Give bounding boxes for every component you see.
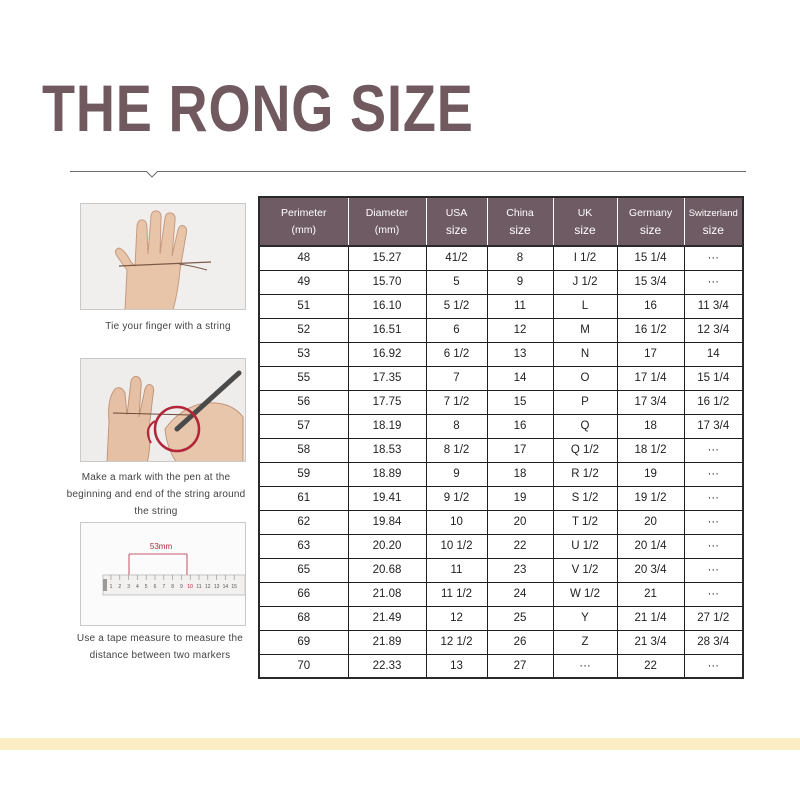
cell-diameter: 21.08 xyxy=(348,582,426,606)
cell-usa: 6 1/2 xyxy=(426,342,487,366)
cell-germany: 21 1/4 xyxy=(617,606,684,630)
cell-uk: P xyxy=(553,390,617,414)
cell-germany: 18 1/2 xyxy=(617,438,684,462)
cell-usa: 6 xyxy=(426,318,487,342)
measure-label: 53mm xyxy=(149,542,173,551)
cell-usa: 5 1/2 xyxy=(426,294,487,318)
cell-perimeter: 56 xyxy=(259,390,348,414)
column-header-uk: UK size xyxy=(553,197,617,246)
cell-china: 27 xyxy=(487,654,553,678)
cell-switzerland: ··· xyxy=(684,510,743,534)
cell-switzerland: 12 3/4 xyxy=(684,318,743,342)
cell-switzerland: 27 1/2 xyxy=(684,606,743,630)
step-image-mark-pen xyxy=(80,358,246,462)
cell-uk: M xyxy=(553,318,617,342)
ruler-tick-label: 8 xyxy=(171,584,174,590)
table-row xyxy=(259,366,743,390)
step-caption-line: Use a tape measure to measure the xyxy=(76,633,244,644)
ruler-tick-label: 2 xyxy=(118,584,122,590)
cell-switzerland: 15 1/4 xyxy=(684,366,743,390)
table-row xyxy=(259,486,743,510)
step-caption-line: distance between two markers xyxy=(89,650,231,661)
cell-diameter: 15.70 xyxy=(348,270,426,294)
cell-china: 22 xyxy=(487,534,553,558)
table-row xyxy=(259,438,743,462)
cell-perimeter: 70 xyxy=(259,654,348,678)
table-row xyxy=(259,606,743,630)
cell-uk: J 1/2 xyxy=(553,270,617,294)
cell-germany: 17 1/4 xyxy=(617,366,684,390)
step-image-tie-string xyxy=(80,203,246,310)
cell-germany: 19 1/2 xyxy=(617,486,684,510)
cell-switzerland: ··· xyxy=(684,270,743,294)
cell-uk: N xyxy=(553,342,617,366)
cell-uk: R 1/2 xyxy=(553,462,617,486)
cell-uk: L xyxy=(553,294,617,318)
cell-switzerland: ··· xyxy=(684,582,743,606)
cell-usa: 11 1/2 xyxy=(426,582,487,606)
ruler-tick-label: 12 xyxy=(205,584,211,590)
ruler-tick-label: 15 xyxy=(231,584,237,590)
cell-china: 17 xyxy=(487,438,553,462)
cell-china: 8 xyxy=(487,246,553,270)
cell-perimeter: 68 xyxy=(259,606,348,630)
cell-perimeter: 53 xyxy=(259,342,348,366)
cell-perimeter: 48 xyxy=(259,246,348,270)
cell-china: 25 xyxy=(487,606,553,630)
cell-germany: 19 xyxy=(617,462,684,486)
table-row xyxy=(259,390,743,414)
table-row xyxy=(259,558,743,582)
cell-china: 19 xyxy=(487,486,553,510)
step-caption-ruler xyxy=(64,630,256,664)
table-row xyxy=(259,462,743,486)
cell-uk: O xyxy=(553,366,617,390)
cell-perimeter: 58 xyxy=(259,438,348,462)
cell-germany: 16 xyxy=(617,294,684,318)
cell-perimeter: 59 xyxy=(259,462,348,486)
cell-germany: 22 xyxy=(617,654,684,678)
table-header-row xyxy=(259,197,743,246)
cell-usa: 8 xyxy=(426,414,487,438)
cell-switzerland: 17 3/4 xyxy=(684,414,743,438)
cell-diameter: 17.75 xyxy=(348,390,426,414)
cell-switzerland: ··· xyxy=(684,438,743,462)
cell-diameter: 19.84 xyxy=(348,510,426,534)
cell-china: 12 xyxy=(487,318,553,342)
ruler-tick-label: 14 xyxy=(222,584,229,590)
cell-china: 16 xyxy=(487,414,553,438)
cell-diameter: 22.33 xyxy=(348,654,426,678)
ruler-tick-label: 3 xyxy=(127,584,130,590)
cell-diameter: 18.53 xyxy=(348,438,426,462)
ruler-tick-label: 7 xyxy=(162,584,166,590)
ruler-tick-label: 9 xyxy=(180,584,183,590)
cell-switzerland: ··· xyxy=(684,486,743,510)
cell-perimeter: 52 xyxy=(259,318,348,342)
table-row xyxy=(259,246,743,270)
step-caption-line: beginning and end of the string around xyxy=(66,489,246,500)
cell-uk: Q 1/2 xyxy=(553,438,617,462)
cell-usa: 12 xyxy=(426,606,487,630)
cell-perimeter: 69 xyxy=(259,630,348,654)
cell-china: 9 xyxy=(487,270,553,294)
title-divider xyxy=(70,171,746,172)
cell-usa: 9 xyxy=(426,462,487,486)
cell-usa: 10 1/2 xyxy=(426,534,487,558)
table-row xyxy=(259,630,743,654)
cell-usa: 7 1/2 xyxy=(426,390,487,414)
cell-germany: 21 3/4 xyxy=(617,630,684,654)
cell-usa: 41/2 xyxy=(426,246,487,270)
cell-diameter: 16.51 xyxy=(348,318,426,342)
cell-switzerland: 11 3/4 xyxy=(684,294,743,318)
cell-diameter: 19.41 xyxy=(348,486,426,510)
column-header-china: China size xyxy=(487,197,553,246)
ruler-tick-label: 6 xyxy=(153,584,157,590)
cell-usa: 5 xyxy=(426,270,487,294)
ring-size-table xyxy=(258,196,744,679)
table-row xyxy=(259,414,743,438)
cell-uk: W 1/2 xyxy=(553,582,617,606)
cell-diameter: 15.27 xyxy=(348,246,426,270)
step-caption-line: the string xyxy=(134,506,178,517)
table-row xyxy=(259,582,743,606)
cell-usa: 12 1/2 xyxy=(426,630,487,654)
bottom-band xyxy=(0,738,800,750)
cell-switzerland: ··· xyxy=(684,462,743,486)
cell-usa: 8 1/2 xyxy=(426,438,487,462)
cell-china: 23 xyxy=(487,558,553,582)
cell-perimeter: 61 xyxy=(259,486,348,510)
pen-marking-illustration xyxy=(81,359,246,462)
cell-usa: 11 xyxy=(426,558,487,582)
column-header-germany: Germany size xyxy=(617,197,684,246)
cell-switzerland: 28 3/4 xyxy=(684,630,743,654)
ruler-tick-label: 10 xyxy=(187,584,193,590)
cell-china: 18 xyxy=(487,462,553,486)
cell-china: 13 xyxy=(487,342,553,366)
cell-switzerland: ··· xyxy=(684,558,743,582)
cell-perimeter: 62 xyxy=(259,510,348,534)
table-row xyxy=(259,654,743,678)
cell-germany: 17 xyxy=(617,342,684,366)
cell-uk: S 1/2 xyxy=(553,486,617,510)
cell-germany: 20 3/4 xyxy=(617,558,684,582)
column-header-diameter: Diameter (mm) xyxy=(348,197,426,246)
cell-germany: 17 3/4 xyxy=(617,390,684,414)
cell-china: 14 xyxy=(487,366,553,390)
cell-diameter: 18.19 xyxy=(348,414,426,438)
cell-germany: 20 1/4 xyxy=(617,534,684,558)
cell-diameter: 18.89 xyxy=(348,462,426,486)
divider-notch xyxy=(146,171,158,178)
step-caption-mark-pen xyxy=(54,469,258,520)
cell-usa: 10 xyxy=(426,510,487,534)
cell-uk: Q xyxy=(553,414,617,438)
column-header-switzerland: Switzerland size xyxy=(684,197,743,246)
table-row xyxy=(259,510,743,534)
cell-uk: Z xyxy=(553,630,617,654)
cell-usa: 13 xyxy=(426,654,487,678)
cell-switzerland: 16 1/2 xyxy=(684,390,743,414)
cell-diameter: 17.35 xyxy=(348,366,426,390)
cell-perimeter: 66 xyxy=(259,582,348,606)
table-body xyxy=(259,246,743,678)
cell-diameter: 21.89 xyxy=(348,630,426,654)
cell-germany: 15 3/4 xyxy=(617,270,684,294)
cell-germany: 15 1/4 xyxy=(617,246,684,270)
cell-china: 26 xyxy=(487,630,553,654)
cell-uk: U 1/2 xyxy=(553,534,617,558)
cell-usa: 7 xyxy=(426,366,487,390)
ruler-tick-label: 5 xyxy=(144,584,148,590)
cell-uk: V 1/2 xyxy=(553,558,617,582)
cell-diameter: 16.92 xyxy=(348,342,426,366)
column-header-perimeter: Perimeter (mm) xyxy=(259,197,348,246)
cell-uk: T 1/2 xyxy=(553,510,617,534)
table-row xyxy=(259,342,743,366)
cell-perimeter: 57 xyxy=(259,414,348,438)
cell-germany: 20 xyxy=(617,510,684,534)
cell-switzerland: ··· xyxy=(684,654,743,678)
table-row xyxy=(259,534,743,558)
cell-uk: Y xyxy=(553,606,617,630)
ruler-illustration xyxy=(81,523,246,626)
ruler-tick-label: 4 xyxy=(136,584,139,590)
ruler-tick-label: 11 xyxy=(196,584,202,590)
cell-usa: 9 1/2 xyxy=(426,486,487,510)
cell-perimeter: 63 xyxy=(259,534,348,558)
table-row xyxy=(259,318,743,342)
cell-diameter: 20.68 xyxy=(348,558,426,582)
cell-china: 20 xyxy=(487,510,553,534)
table-row xyxy=(259,270,743,294)
cell-germany: 16 1/2 xyxy=(617,318,684,342)
cell-china: 24 xyxy=(487,582,553,606)
cell-uk: ··· xyxy=(553,654,617,678)
step-caption-line: Tie your finger with a string xyxy=(105,321,231,332)
cell-perimeter: 65 xyxy=(259,558,348,582)
ruler-tick-label: 13 xyxy=(213,584,220,590)
cell-switzerland: ··· xyxy=(684,534,743,558)
cell-diameter: 21.49 xyxy=(348,606,426,630)
table-row xyxy=(259,294,743,318)
cell-switzerland: 14 xyxy=(684,342,743,366)
ruler-tick-label: 1 xyxy=(109,584,113,590)
cell-perimeter: 55 xyxy=(259,366,348,390)
cell-china: 11 xyxy=(487,294,553,318)
page-title: THE RONG SIZE xyxy=(42,71,474,145)
cell-switzerland: ··· xyxy=(684,246,743,270)
cell-uk: I 1/2 xyxy=(553,246,617,270)
cell-perimeter: 49 xyxy=(259,270,348,294)
hand-string-illustration xyxy=(81,204,246,310)
cell-diameter: 16.10 xyxy=(348,294,426,318)
cell-perimeter: 51 xyxy=(259,294,348,318)
column-header-usa: USA size xyxy=(426,197,487,246)
cell-germany: 21 xyxy=(617,582,684,606)
step-caption-line: Make a mark with the pen at the xyxy=(81,472,231,483)
step-caption-tie-string xyxy=(80,318,256,335)
cell-germany: 18 xyxy=(617,414,684,438)
cell-china: 15 xyxy=(487,390,553,414)
step-image-ruler xyxy=(80,522,246,626)
cell-diameter: 20.20 xyxy=(348,534,426,558)
